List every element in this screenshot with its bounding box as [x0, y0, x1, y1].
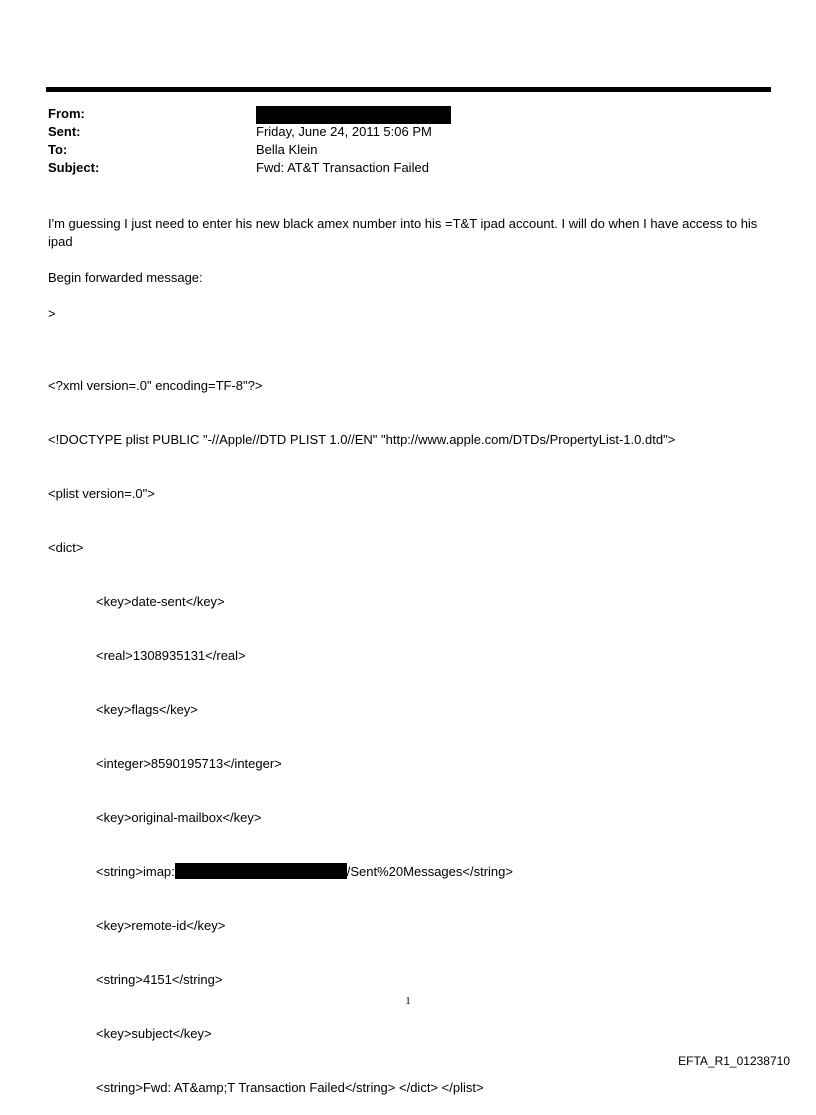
- from-label: From:: [48, 106, 85, 121]
- header-rule: [46, 87, 771, 92]
- plist-line: <plist version=.0">: [48, 486, 155, 501]
- plist-line: <key>date-sent</key>: [96, 594, 225, 609]
- bates-number: EFTA_R1_01238710: [678, 1054, 790, 1068]
- plist-line-imap: [48, 863, 675, 881]
- plist-line: <key>remote-id</key>: [96, 918, 226, 933]
- plist-line: <dict>: [48, 540, 84, 555]
- plist-line: <key>original-mailbox</key>: [96, 810, 262, 825]
- imap-prefix: <string>imap:: [96, 864, 175, 879]
- sent-value: Friday, June 24, 2011 5:06 PM: [256, 124, 432, 139]
- sent-label: Sent:: [48, 124, 81, 139]
- subject-value: Fwd: AT&T Transaction Failed: [256, 160, 429, 175]
- quote-marker: >: [48, 306, 56, 321]
- plist-line: <?xml version=.0" encoding=TF-8"?>: [48, 378, 263, 393]
- plist-line: <key>subject</key>: [96, 1026, 212, 1041]
- imap-suffix: /Sent%20Messages</string>: [346, 864, 513, 879]
- to-value: Bella Klein: [256, 142, 318, 157]
- message-paragraph: I'm guessing I just need to enter his new black amex number into his =T&T ipad account. I will do when I have access to his ipad: [48, 216, 758, 249]
- redaction-box: [256, 106, 451, 124]
- forwarded-intro: Begin forwarded message:: [48, 270, 203, 285]
- plist-line: <string>4151</string>: [96, 972, 223, 987]
- redaction-box: [175, 863, 347, 879]
- subject-label: Subject:: [48, 160, 100, 175]
- plist-line: <string>Fwd: AT&amp;T Transaction Failed</string> </dict> </plist>: [96, 1080, 484, 1095]
- plist-line: <integer>8590195713</integer>: [96, 756, 282, 771]
- plist-line: <real>1308935131</real>: [96, 648, 246, 663]
- plist-line: <key>flags</key>: [96, 702, 198, 717]
- to-label: To:: [48, 142, 68, 157]
- page-number: 1: [405, 995, 411, 1007]
- from-value: [256, 105, 451, 124]
- plist-line: <!DOCTYPE plist PUBLIC "-//Apple//DTD PLIST 1.0//EN" "http://www.apple.com/DTDs/PropertyList-1.0.dtd">: [48, 432, 676, 447]
